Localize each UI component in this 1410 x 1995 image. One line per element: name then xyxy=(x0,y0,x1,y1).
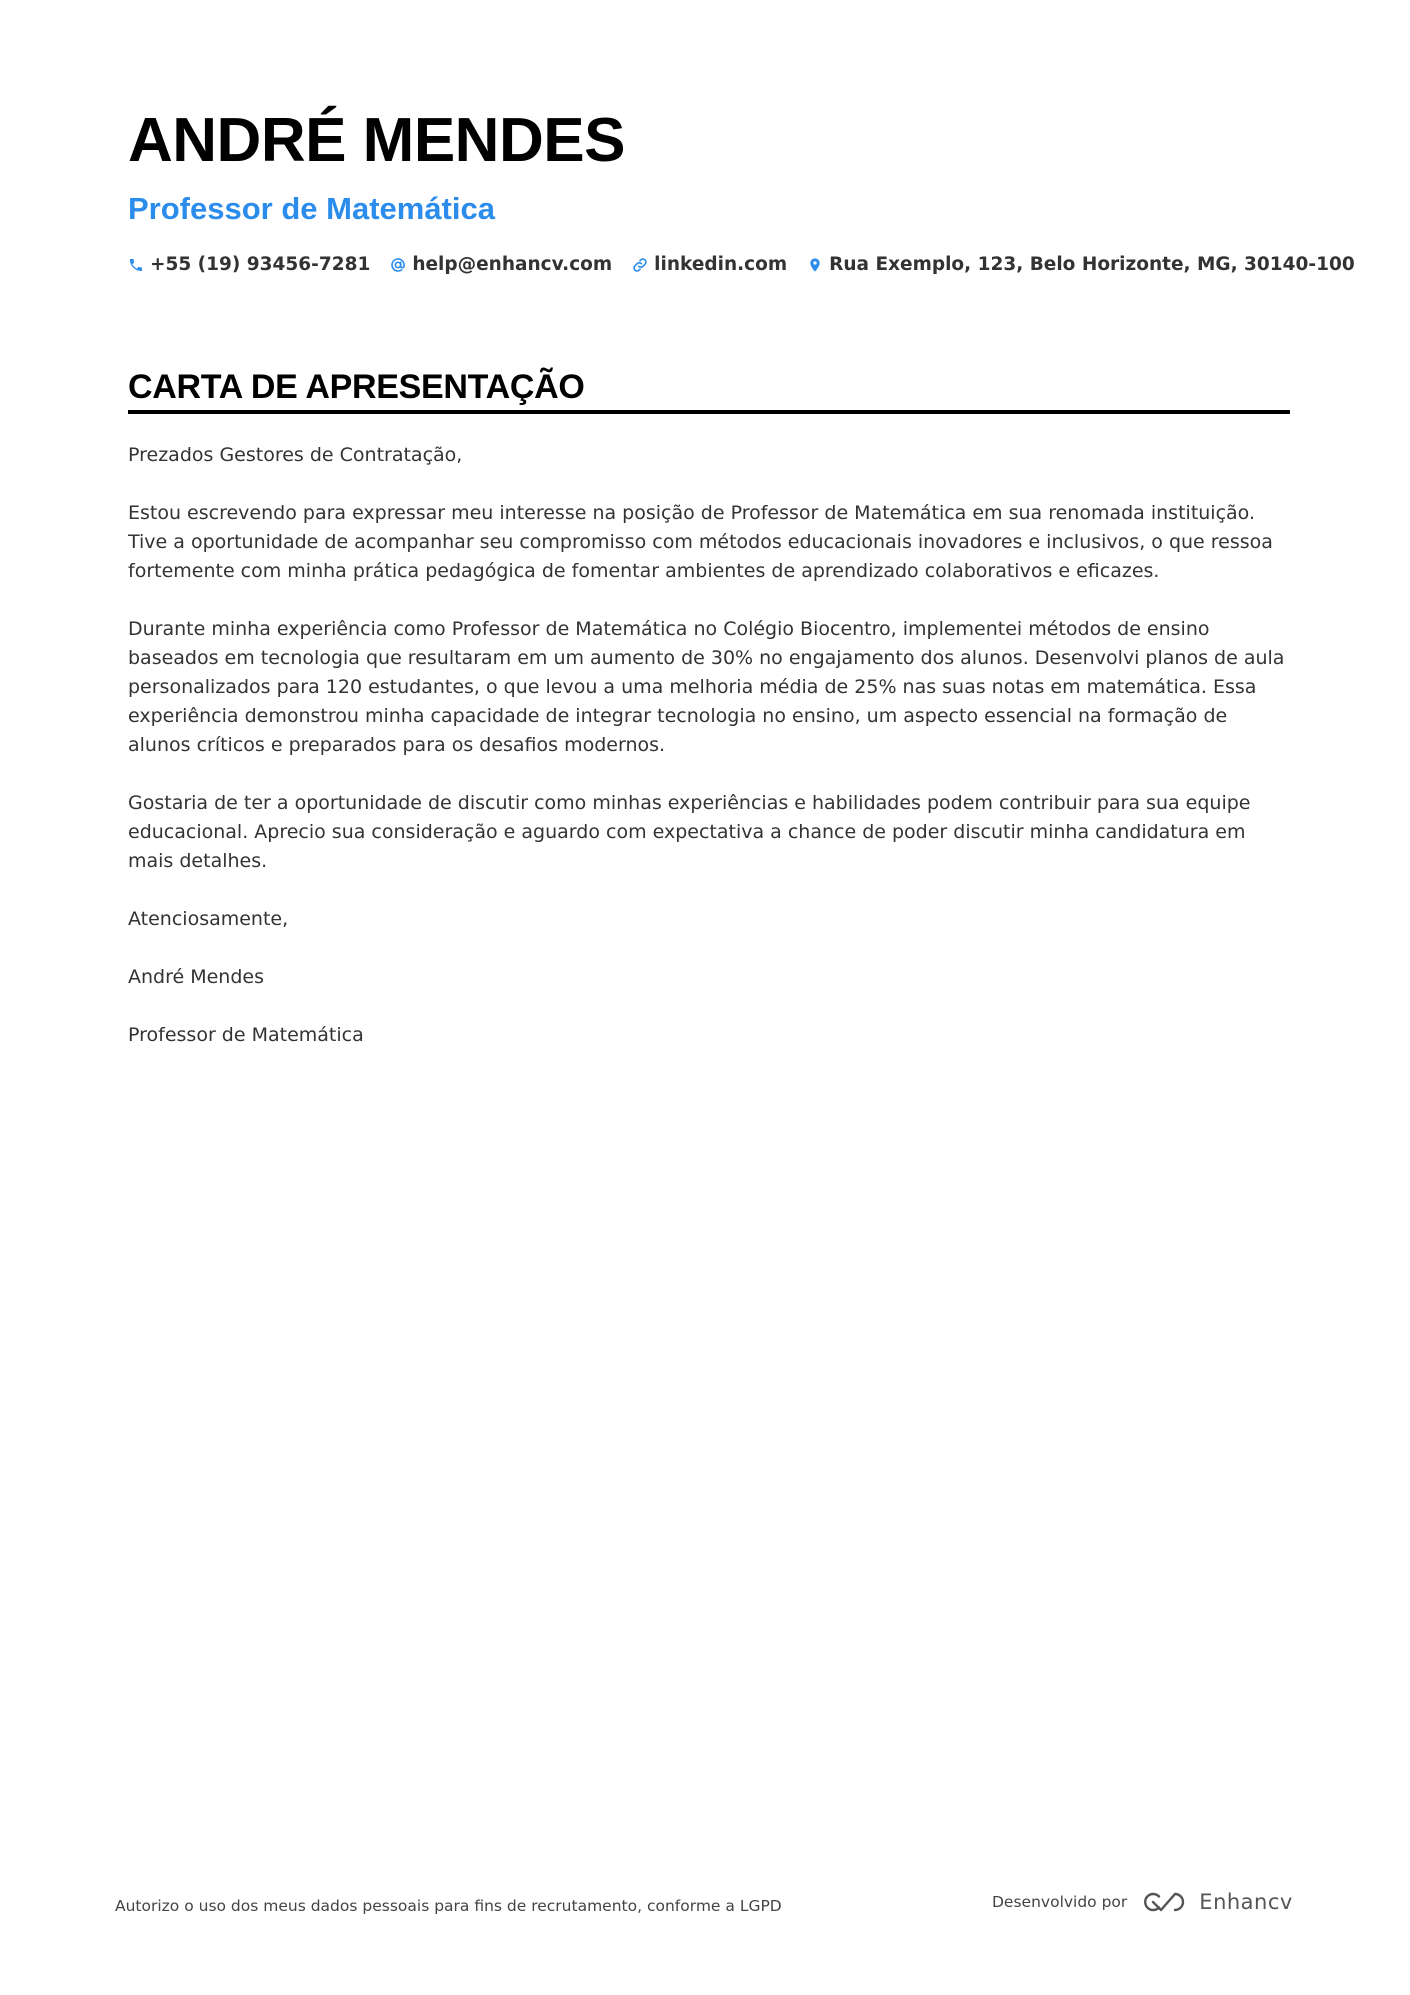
consent-note: Autorizo o uso dos meus dados pessoais para fins de recrutamento, conforme a LGPD xyxy=(115,1897,782,1915)
contact-linkedin-text: linkedin.com xyxy=(654,254,788,275)
brand-name: Enhancv xyxy=(1199,1890,1293,1914)
letter-body xyxy=(128,441,1290,1079)
candidate-name: ANDRÉ MENDES xyxy=(128,106,625,175)
section-divider xyxy=(128,410,1290,414)
salutation: Prezados Gestores de Contratação, xyxy=(128,444,463,466)
powered-by-label: Desenvolvido por xyxy=(992,1893,1128,1911)
contact-address-text: Rua Exemplo, 123, Belo Horizonte, MG, 30140-100 xyxy=(829,254,1355,275)
contact-phone-text: +55 (19) 93456-7281 xyxy=(150,254,371,275)
phone-icon xyxy=(128,257,144,273)
letter-paragraph: Estou escrevendo para expressar meu interesse na posição de Professor de Matemática em sua renomada instituição. Tive a oportunidade de acompanhar seu compromisso com métodos educacionais inovadores e inclusivos, o que ressoa fortemente com minha prática pedagógica de fomentar ambientes de aprendizado colaborativos e eficazes. xyxy=(128,502,1273,582)
enhancv-logo-icon xyxy=(1139,1889,1187,1915)
location-pin-icon xyxy=(807,257,823,273)
signature-name: André Mendes xyxy=(128,966,264,988)
contact-email-text: help@enhancv.com xyxy=(412,254,613,275)
closing: Atenciosamente, xyxy=(128,908,289,930)
contact-linkedin[interactable] xyxy=(632,254,787,275)
section-title: CARTA DE APRESENTAÇÃO xyxy=(128,368,585,406)
at-icon xyxy=(390,257,406,273)
link-icon xyxy=(632,257,648,273)
letter-paragraph: Durante minha experiência como Professor de Matemática no Colégio Biocentro, implementei métodos de ensino baseados em tecnologia que resultaram em um aumento de 30% no engajamento dos alunos. Desenvolvi planos de aula personalizados para 120 estudantes, o que levou a uma melhoria média de 25% nas suas notas em matemática. Essa experiência demonstrou minha capacidade de integrar tecnologia no ensino, um aspecto essencial na formação de alunos críticos e preparados para os desafios modernos. xyxy=(128,618,1285,756)
contact-phone[interactable] xyxy=(128,254,370,275)
letter-paragraph: Gostaria de ter a oportunidade de discutir como minhas experiências e habilidades podem contribuir para sua equipe educacional. Aprecio sua consideração e aguardo com expectativa a chance de poder discutir minha candidatura em mais detalhes. xyxy=(128,792,1251,872)
contact-email[interactable] xyxy=(390,254,612,275)
contact-bar xyxy=(128,254,1355,275)
candidate-role: Professor de Matemática xyxy=(128,191,495,226)
powered-by[interactable] xyxy=(992,1889,1293,1915)
contact-address xyxy=(807,254,1355,275)
signature-title: Professor de Matemática xyxy=(128,1024,364,1046)
